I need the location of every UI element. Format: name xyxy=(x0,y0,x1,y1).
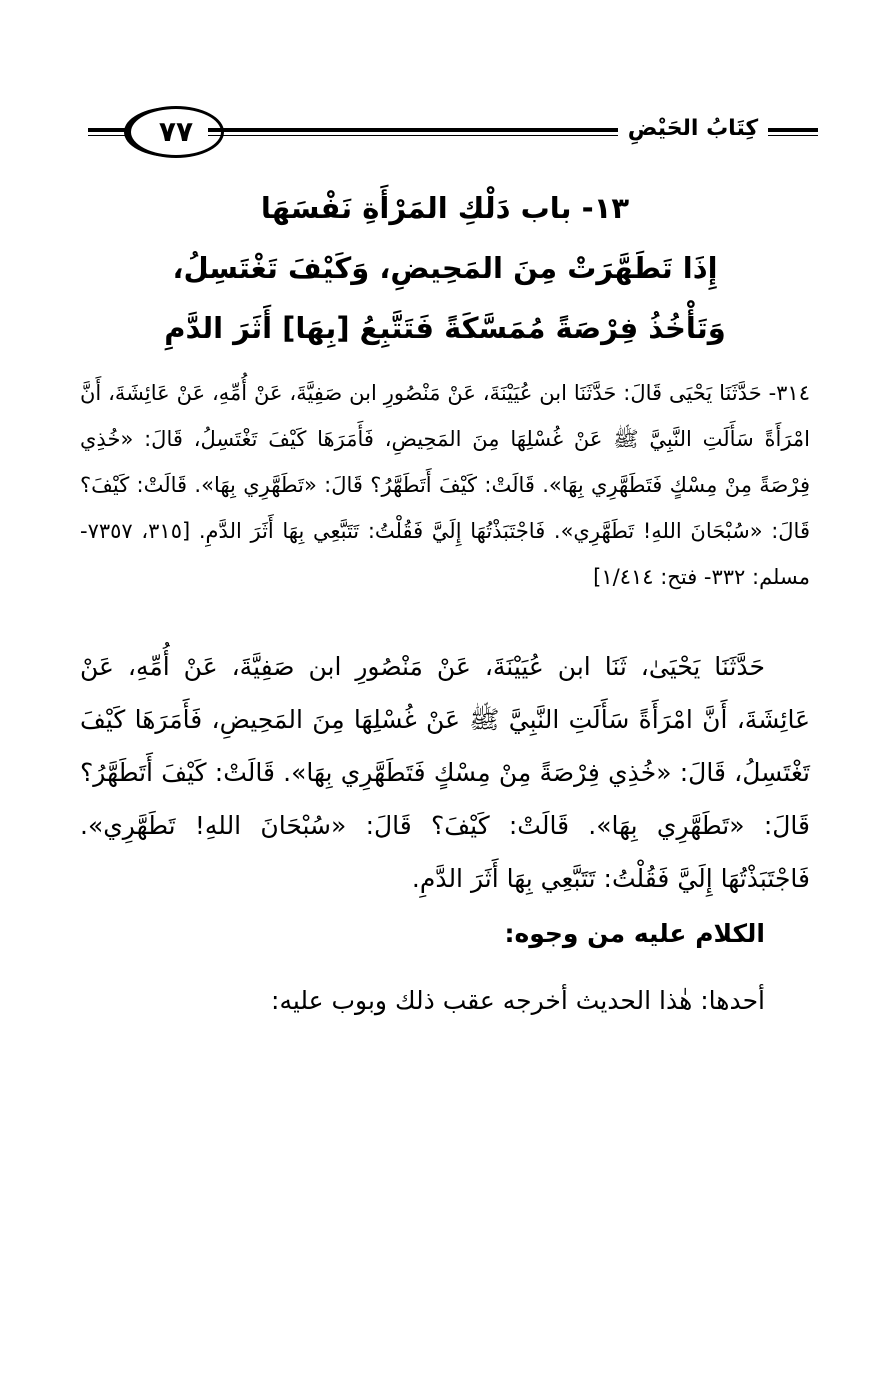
page-number: ٧٧ xyxy=(128,106,224,158)
chapter-heading-line-1: ١٣- باب دَلْكِ المَرْأَةِ نَفْسَهَا xyxy=(260,191,630,225)
page-header xyxy=(88,100,818,162)
commentary-heading: الكلام عليه من وجوه: xyxy=(504,919,765,948)
commentary-first-point: أحدها: هٰذا الحديث أخرجه عقب ذلك وبوب عليه: xyxy=(271,986,765,1015)
commentary xyxy=(80,640,810,1027)
hadith-reference: [٣١٥، ٧٣٥٧- مسلم: ٣٣٢- فتح: ١/٤١٤] xyxy=(80,519,810,589)
commentary-paragraph: حَدَّثَنَا يَحْيَىٰ، ثَنَا ابن عُيَيْنَةَ، عَنْ مَنْصُورِ ابن صَفِيَّةَ، عَنْ أُمِّهِ، عَنْ عَائِشَةَ، أَنَّ امْرَأَةً سَأَلَتِ النَّبِيَّ ﷺ عَنْ غُسْلِهَا مِنَ المَحِيضِ، فَأَمَرَهَا كَيْفَ تَغْتَسِلُ، قَالَ: «خُذِي فِرْصَةً مِنْ مِسْكٍ فَتَطَهَّرِي بِهَا». قَالَتْ: كَيْفَ أَتَطَهَّرُ؟ قَالَ: «تَطَهَّرِي بِهَا». قَالَتْ: كَيْفَ؟ قَالَ: «سُبْحَانَ اللهِ! تَطَهَّرِي». فَاجْتَبَذْتُهَا إِلَيَّ فَقُلْتُ: تَتَبَّعِي بِهَا أَثَرَ الدَّمِ. xyxy=(80,652,810,893)
chapter-heading-line-3: وَتَأْخُذُ فِرْصَةً مُمَسَّكَةً فَتَتَّبِعُ [بِهَا] أَثَرَ الدَّمِ xyxy=(164,311,726,345)
hadith-text xyxy=(80,370,810,600)
chapter-heading xyxy=(100,178,790,358)
header-rule-middle xyxy=(208,128,618,136)
running-title: كِتَابُ الحَيْضِ xyxy=(627,116,759,141)
chapter-heading-line-2: إِذَا تَطَهَّرَتْ مِنَ المَحِيضِ، وَكَيْفَ تَغْتَسِلُ، xyxy=(172,251,718,285)
header-rule-right xyxy=(768,128,818,136)
hadith-narration: ٣١٤- حَدَّثَنَا يَحْيَى قَالَ: حَدَّثَنَا ابن عُيَيْنَةَ، عَنْ مَنْصُورِ ابن صَفِيَّةَ، عَنْ أُمِّهِ، عَنْ عَائِشَةَ، أَنَّ امْرَأَةً سَأَلَتِ النَّبِيَّ ﷺ عَنْ غُسْلِهَا مِنَ المَحِيضِ، فَأَمَرَهَا كَيْفَ تَغْتَسِلُ، قَالَ: «خُذِي فِرْصَةً مِنْ مِسْكٍ فَتَطَهَّرِي بِهَا». قَالَتْ: كَيْفَ أَتَطَهَّرُ؟ قَالَ: «تَطَهَّرِي بِهَا». قَالَتْ: كَيْفَ؟ قَالَ: «سُبْحَانَ اللهِ! تَطَهَّرِي». فَاجْتَبَذْتُهَا إِلَيَّ فَقُلْتُ: تَتَبَّعِي بِهَا أَثَرَ الدَّمِ. xyxy=(80,381,810,543)
